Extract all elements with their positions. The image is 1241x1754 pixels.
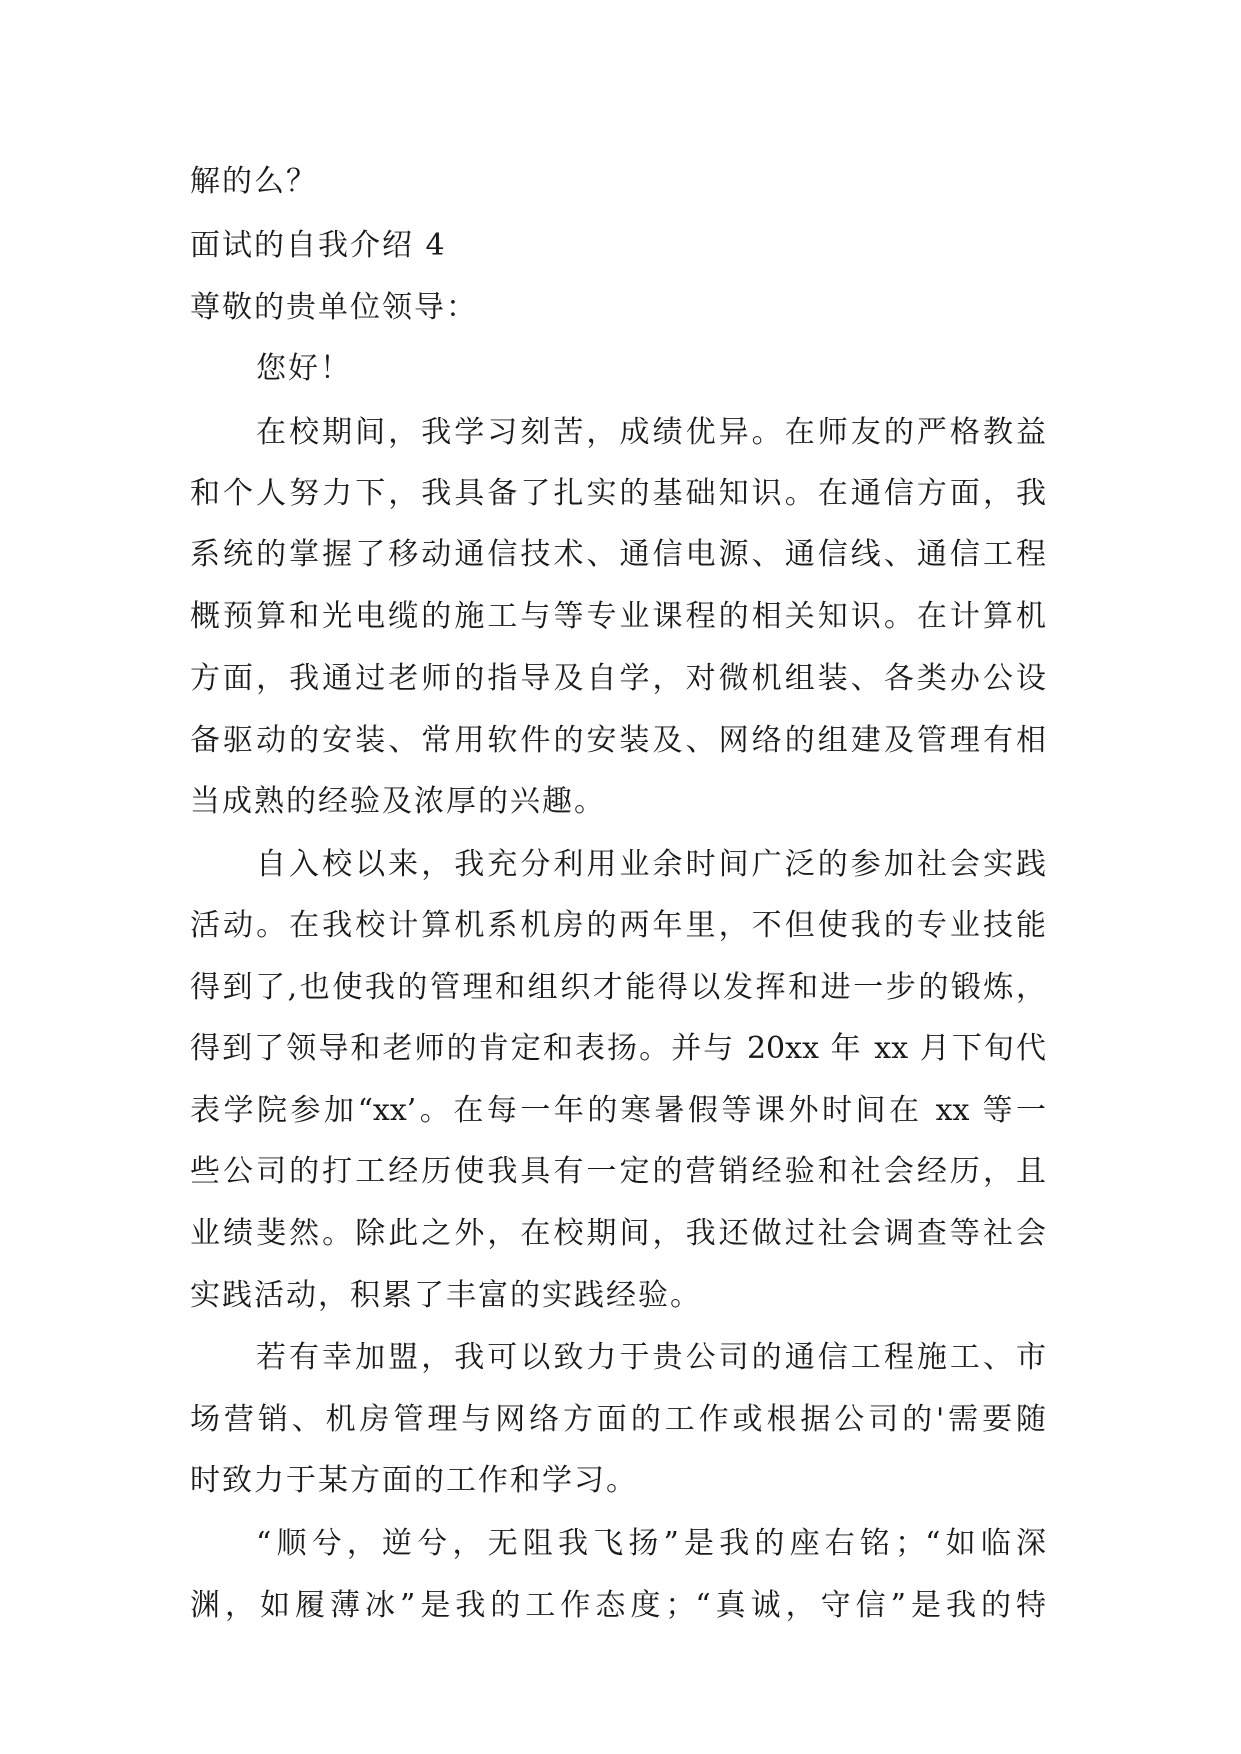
paragraph-line: 自入校以来，我充分利用业余时间广泛的参加社会实践	[256, 847, 1046, 882]
section-heading: 面试的自我介绍 4	[190, 228, 447, 263]
paragraph-line: 些公司的打工经历使我具有一定的营销经验和社会经历，且	[190, 1154, 1046, 1189]
paragraph-line: 得到了领导和老师的肯定和表扬。并与 20xx 年 xx 月下旬代	[190, 1031, 1046, 1066]
paragraph-line: 实践活动，积累了丰富的实践经验。	[190, 1278, 702, 1313]
paragraph-line: 在校期间，我学习刻苦，成绩优异。在师友的严格教益	[256, 415, 1046, 450]
paragraph-line: 概预算和光电缆的施工与等专业课程的相关知识。在计算机	[190, 599, 1046, 634]
paragraph-line: 当成熟的经验及浓厚的兴趣。	[190, 784, 606, 819]
paragraph-line: 和个人努力下，我具备了扎实的基础知识。在通信方面，我	[190, 476, 1046, 511]
paragraph-line: 方面，我通过老师的指导及自学，对微机组装、各类办公设	[190, 661, 1046, 696]
paragraph-line: 得到了,也使我的管理和组织才能得以发挥和进一步的锻炼，	[190, 970, 1046, 1005]
paragraph-line: 业绩斐然。除此之外，在校期间，我还做过社会调查等社会	[190, 1216, 1046, 1251]
paragraph-line: 若有幸加盟，我可以致力于贵公司的通信工程施工、市	[256, 1340, 1046, 1375]
paragraph-line: 渊，如履薄冰”是我的工作态度；“真诚，守信”是我的特	[190, 1588, 1046, 1623]
paragraph-line: 场营销、机房管理与网络方面的工作或根据公司的'需要随	[190, 1402, 1046, 1437]
paragraph-line: “顺兮，逆兮，无阻我飞扬”是我的座右铭；“如临深	[256, 1526, 1046, 1561]
paragraph-line: 备驱动的安装、常用软件的安装及、网络的组建及管理有相	[190, 723, 1046, 758]
paragraph-line: 系统的掌握了移动通信技术、通信电源、通信线、通信工程	[190, 537, 1046, 572]
salutation: 尊敬的贵单位领导：	[190, 290, 478, 325]
paragraph-line: 时致力于某方面的工作和学习。	[190, 1463, 638, 1498]
paragraph-line: 表学院参加“xx’。在每一年的寒暑假等课外时间在 xx 等一	[190, 1093, 1046, 1128]
paragraph-line: 活动。在我校计算机系机房的两年里，不但使我的专业技能	[190, 908, 1046, 943]
text-line: 解的么？	[190, 164, 318, 199]
greeting: 您好！	[256, 351, 352, 386]
